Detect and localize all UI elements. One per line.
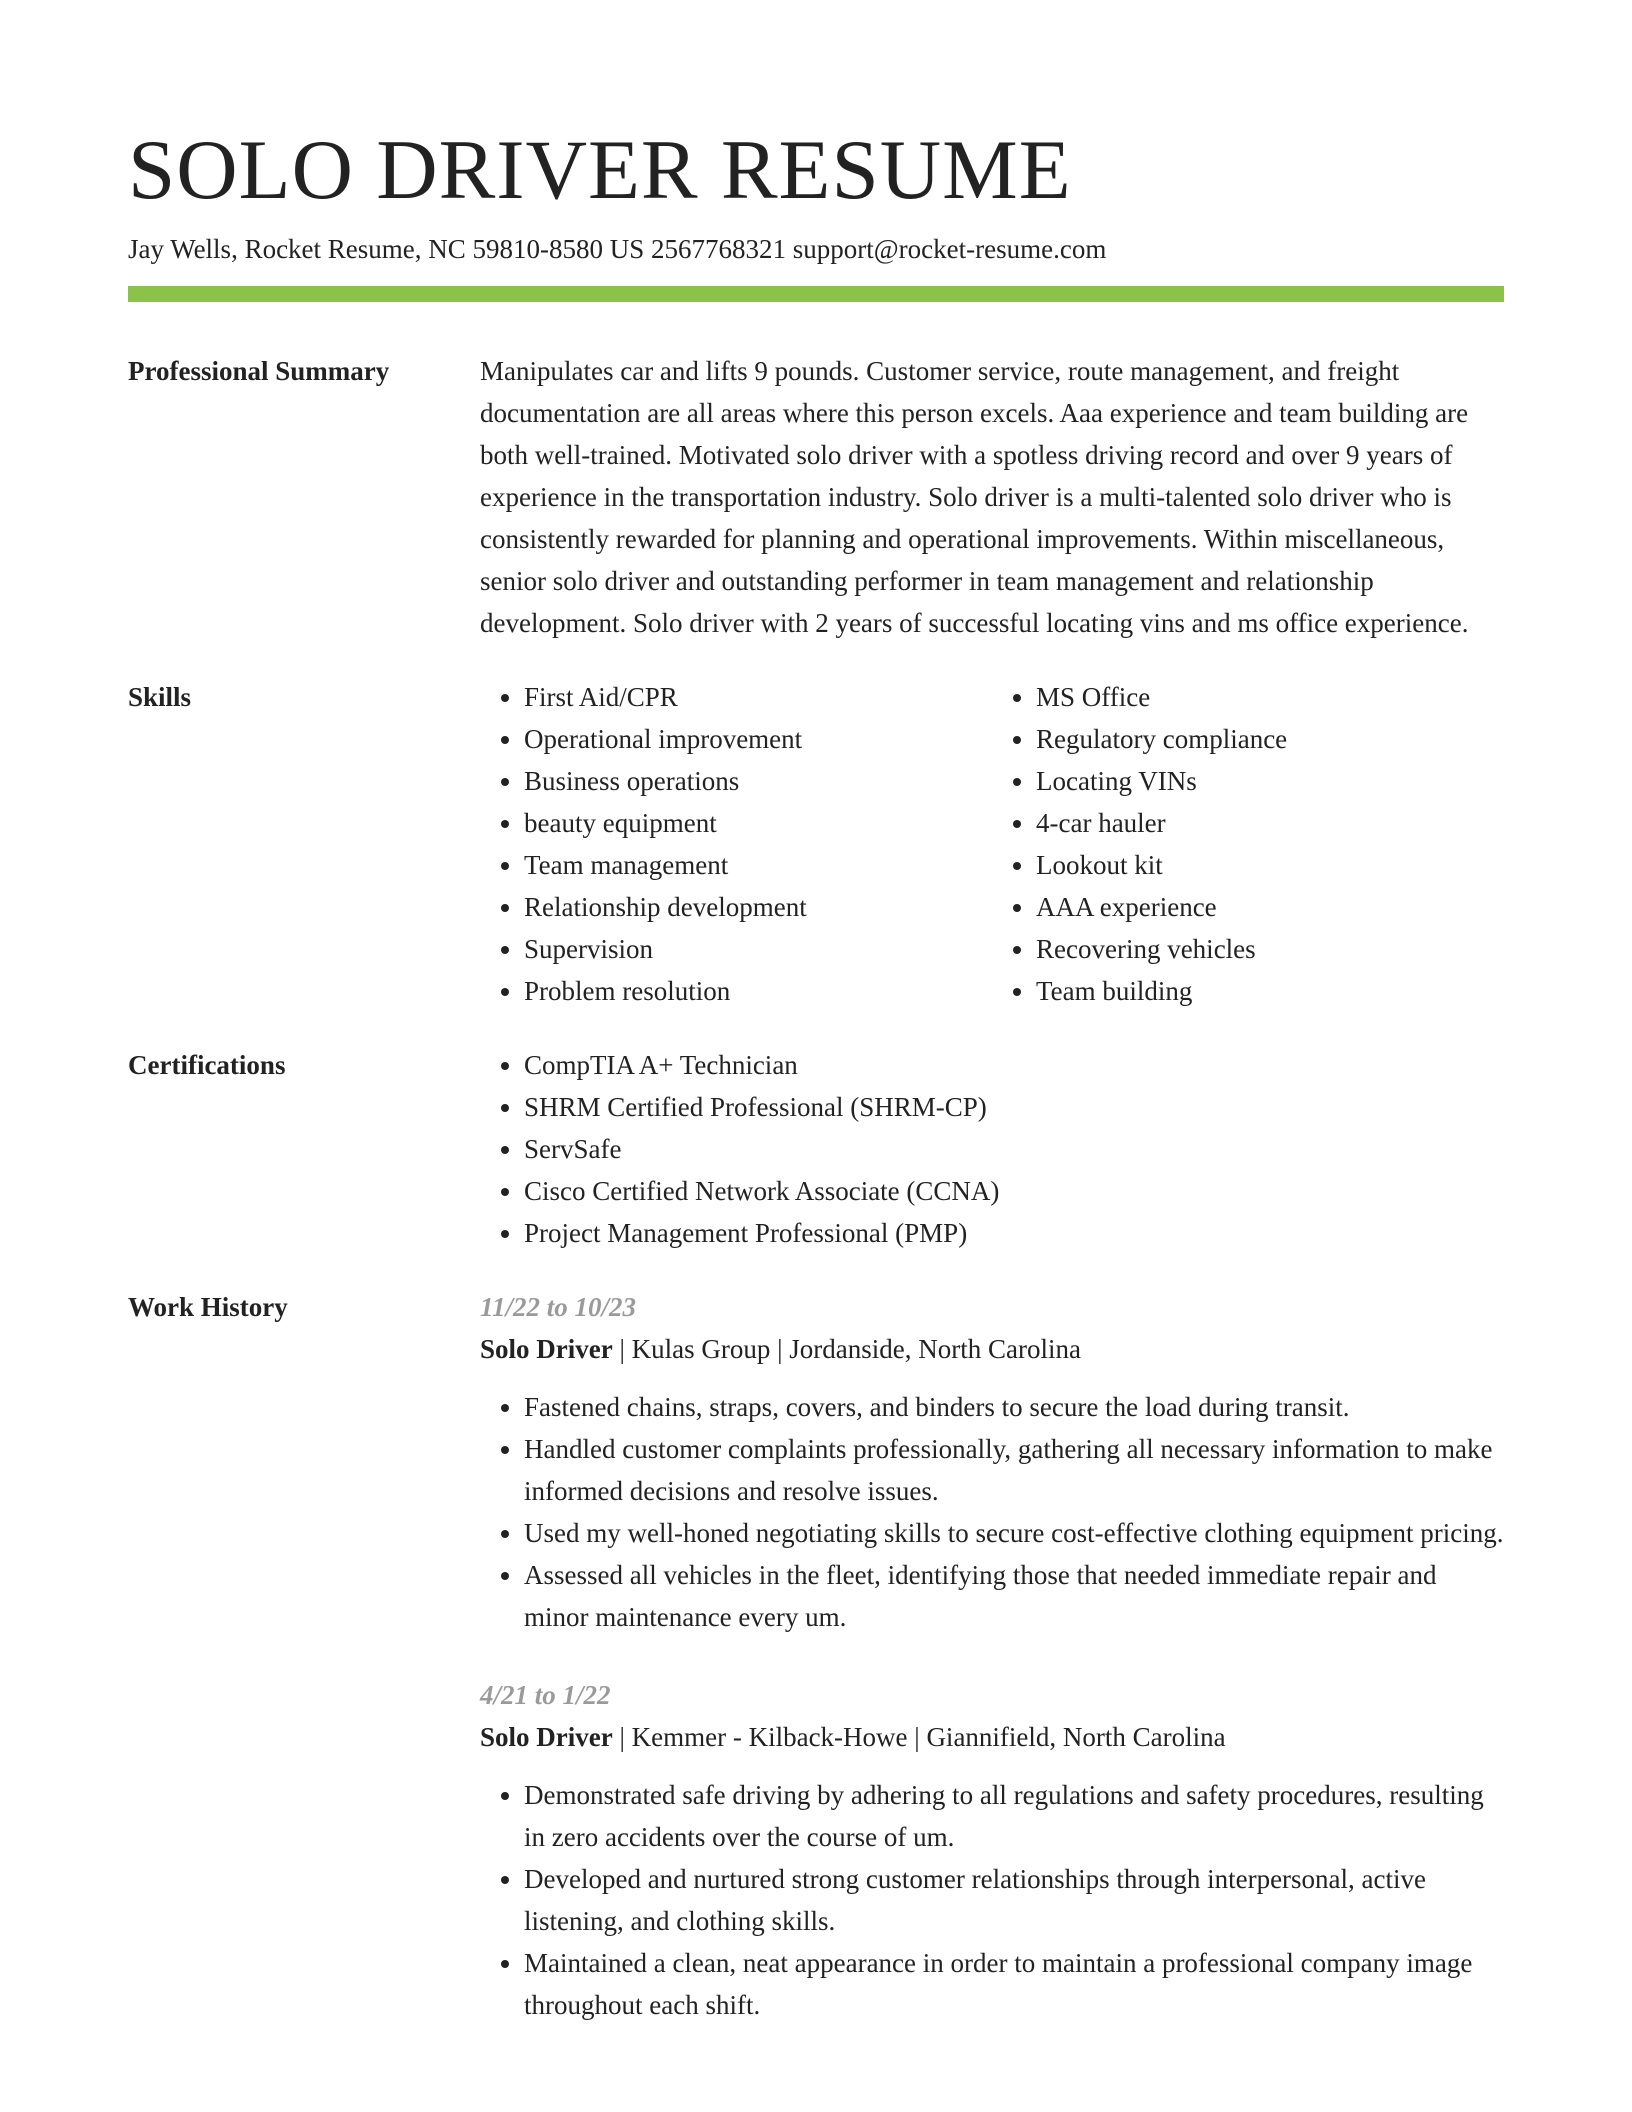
skill-item: • AAA experience xyxy=(1036,886,1504,928)
skill-item: • Business operations xyxy=(524,760,992,802)
accent-divider xyxy=(128,286,1504,302)
skill-item: • Team building xyxy=(1036,970,1504,1012)
job-entry xyxy=(480,1674,1504,2026)
job-entry xyxy=(480,1286,1504,1638)
skill-item: • First Aid/CPR xyxy=(524,676,992,718)
job-bullet: • Handled customer complaints professionally, gathering all necessary information to make informed decisions and resolve issues. xyxy=(524,1428,1504,1512)
certification-item: • SHRM Certified Professional (SHRM-CP) xyxy=(524,1086,1504,1128)
job-dates: 11/22 to 10/23 xyxy=(480,1292,637,1322)
resume-title: SOLO DRIVER RESUME xyxy=(128,123,1072,217)
work-history-section xyxy=(128,1286,1504,2062)
job-title: Solo Driver xyxy=(480,1722,613,1752)
skills-section xyxy=(128,676,1504,1012)
certifications-section xyxy=(128,1044,1504,1254)
summary-section xyxy=(128,350,1504,644)
skill-item: • Problem resolution xyxy=(524,970,992,1012)
job-heading xyxy=(480,1716,1504,1758)
certification-item: • Cisco Certified Network Associate (CCNA) xyxy=(524,1170,1504,1212)
job-dates: 4/21 to 1/22 xyxy=(480,1680,611,1710)
skill-item: • Recovering vehicles xyxy=(1036,928,1504,970)
skill-item: • Relationship development xyxy=(524,886,992,928)
job-details: | Kulas Group | Jordanside, North Carolina xyxy=(612,1334,1081,1364)
skills-body xyxy=(480,676,1504,1012)
certification-item: • ServSafe xyxy=(524,1128,1504,1170)
certifications-list xyxy=(480,1044,1504,1254)
certification-item: • CompTIA A+ Technician xyxy=(524,1044,1504,1086)
job-bullet: • Developed and nurtured strong customer relationships through interpersonal, active listening, and clothing skills. xyxy=(524,1858,1504,1942)
contact-line: Jay Wells, Rocket Resume, NC 59810-8580 US 2567768321 support@rocket-resume.com xyxy=(128,234,1107,264)
job-details: | Kemmer - Kilback-Howe | Giannifield, North Carolina xyxy=(612,1722,1226,1752)
job-bullet: • Demonstrated safe driving by adhering to all regulations and safety procedures, resulting in zero accidents over the course of um. xyxy=(524,1774,1504,1858)
job-bullets xyxy=(480,1774,1504,2026)
job-heading xyxy=(480,1328,1504,1370)
job-bullet: • Fastened chains, straps, covers, and binders to secure the load during transit. xyxy=(524,1386,1504,1428)
work-history-label: Work History xyxy=(128,1292,288,1322)
skill-item: • Regulatory compliance xyxy=(1036,718,1504,760)
summary-text: Manipulates car and lifts 9 pounds. Customer service, route management, and freight documentation are all areas where this person excels. Aaa experience and team building are both well-trained. Motivated solo driver with a spotless driving record and over 9 years of experience in the transportation industry. Solo driver is a multi-talented solo driver who is consistently rewarded for planning and operational improvements. Within miscellaneous, senior solo driver and outstanding performer in team management and relationship development. Solo driver with 2 years of successful locating vins and ms office experience. xyxy=(480,356,1469,638)
skill-item: • Lookout kit xyxy=(1036,844,1504,886)
skill-item: • MS Office xyxy=(1036,676,1504,718)
certification-item: • Project Management Professional (PMP) xyxy=(524,1212,1504,1254)
resume-sections xyxy=(128,350,1504,2094)
job-title: Solo Driver xyxy=(480,1334,613,1364)
skills-list-right xyxy=(992,676,1504,1012)
summary-label: Professional Summary xyxy=(128,356,390,386)
skills-label: Skills xyxy=(128,682,192,712)
certifications-body xyxy=(480,1044,1504,1254)
skill-item: • Operational improvement xyxy=(524,718,992,760)
certifications-label: Certifications xyxy=(128,1050,286,1080)
skill-item: • Locating VINs xyxy=(1036,760,1504,802)
job-bullet: • Assessed all vehicles in the fleet, identifying those that needed immediate repair and minor maintenance every um. xyxy=(524,1554,1504,1638)
skill-item: • 4-car hauler xyxy=(1036,802,1504,844)
skill-item: • beauty equipment xyxy=(524,802,992,844)
job-bullets xyxy=(480,1386,1504,1638)
summary-body xyxy=(480,350,1504,644)
skill-item: • Team management xyxy=(524,844,992,886)
skill-item: • Supervision xyxy=(524,928,992,970)
work-history-body xyxy=(480,1286,1504,2062)
skills-list-left xyxy=(480,676,992,1012)
job-bullet: • Maintained a clean, neat appearance in order to maintain a professional company image throughout each shift. xyxy=(524,1942,1504,2026)
job-bullet: • Used my well-honed negotiating skills to secure cost-effective clothing equipment pricing. xyxy=(524,1512,1504,1554)
